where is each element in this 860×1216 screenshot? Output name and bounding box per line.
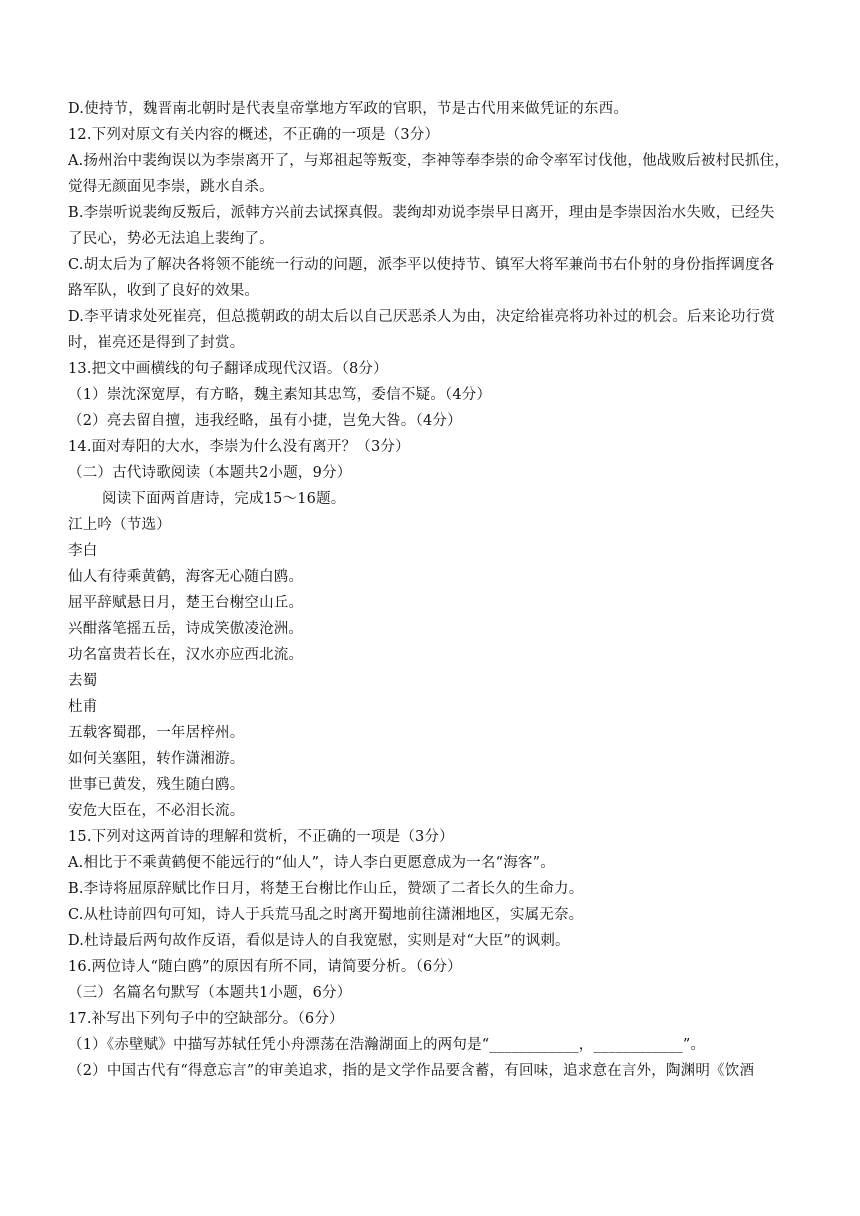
option-d-q15: D.杜诗最后两句故作反语，看似是诗人的自我宽慰，实则是对“大臣”的讽刺。 [68, 933, 570, 949]
option-d-q12-cont: 时，崔亮还是得到了封赏。 [68, 335, 245, 351]
poem-2-line: 安危大臣在，不必泪长流。 [68, 803, 245, 819]
poem-2-line: 如何关塞阻，转作潇湘游。 [68, 751, 245, 767]
section-heading-poetry: （二）古代诗歌阅读（本题共2小题，9分） [68, 465, 352, 481]
question-15: 15.下列对这两首诗的理解和赏析，不正确的一项是（3分） [68, 829, 454, 845]
option-c-q12-cont: 路军队，收到了良好的效果。 [68, 283, 260, 299]
poem-1-title: 江上吟（节选） [68, 517, 171, 533]
question-13-part-1: （1）崇沈深宽厚，有方略，魏主素知其忠笃，委信不疑。（4分） [68, 387, 492, 403]
poem-2-title: 去蜀 [68, 673, 98, 689]
option-b-q12-cont: 了民心，势必无法追上裴绚了。 [68, 231, 274, 247]
option-d-q11: D.使持节，魏晋南北朝时是代表皇帝掌地方军政的官职，节是古代用来做凭证的东西。 [68, 101, 629, 117]
poetry-instruction: 阅读下面两首唐诗，完成15～16题。 [102, 491, 346, 507]
question-13: 13.把文中画横线的句子翻译成现代汉语。（8分） [68, 361, 388, 377]
question-16: 16.两位诗人“随白鸥”的原因有所不同，请简要分析。（6分） [68, 959, 462, 975]
section-heading-dictation: （三）名篇名句默写（本题共1小题，6分） [68, 985, 352, 1001]
option-b-q15: B.李诗将屈原辞赋比作日月，将楚王台榭比作山丘，赞颂了二者长久的生命力。 [68, 881, 584, 897]
poem-1-line: 兴酣落笔摇五岳，诗成笑傲凌沧洲。 [68, 621, 304, 637]
poem-2-line: 世事已黄发，残生随白鸥。 [68, 777, 245, 793]
option-d-q12: D.李平请求处死崔亮，但总揽朝政的胡太后以自己厌恶杀人为由，决定给崔亮将功补过的机会。后来论功行赏 [68, 309, 776, 325]
option-a-q12: A.扬州治中裴绚误以为李崇离开了，与郑祖起等叛变，李神等奉李崇的命令率军讨伐他，他战败后被村民抓住， [68, 153, 790, 169]
question-12: 12.下列对原文有关内容的概述，不正确的一项是（3分） [68, 127, 440, 143]
option-a-q12-cont: 觉得无颜面见李崇，跳水自杀。 [68, 179, 274, 195]
question-13-part-2: （2）亮去留自擅，违我经略，虽有小捷，岂免大咎。（4分） [68, 413, 462, 429]
poem-1-line: 仙人有待乘黄鹤，海客无心随白鸥。 [68, 569, 304, 585]
question-17: 17.补写出下列句子中的空缺部分。（6分） [68, 1011, 344, 1027]
poem-2-author: 杜甫 [68, 699, 98, 715]
option-c-q15: C.从杜诗前四句可知，诗人于兵荒马乱之时离开蜀地前往潇湘地区，实属无奈。 [68, 907, 584, 923]
poem-1-line: 屈平辞赋悬日月，楚王台榭空山丘。 [68, 595, 304, 611]
poem-1-line: 功名富贵若长在，汉水亦应西北流。 [68, 647, 304, 663]
option-b-q12: B.李崇听说裴绚反叛后，派韩方兴前去试探真假。裴绚却劝说李崇早日离开，理由是李崇因治水失败，已经失 [68, 205, 775, 221]
exam-content [68, 96, 803, 1084]
question-14: 14.面对寿阳的大水，李崇为什么没有离开？（3分） [68, 439, 410, 455]
poem-2-line: 五载客蜀郡，一年居梓州。 [68, 725, 245, 741]
option-a-q15: A.相比于不乘黄鹤便不能远行的“仙人”，诗人李白更愿意成为一名“海客”。 [68, 855, 555, 871]
poem-1-author: 李白 [68, 543, 98, 559]
question-17-part-2: （2）中国古代有“得意忘言”的审美追求，指的是文学作品要含蓄，有回味，追求意在言外，陶渊明《饮酒 [68, 1063, 755, 1079]
option-c-q12: C.胡太后为了解决各将领不能统一行动的问题，派李平以使持节、镇军大将军兼尚书右仆射的身份指挥调度各 [68, 257, 775, 273]
question-17-part-1: （1）《赤壁赋》中描写苏轼任凭小舟漂荡在浩瀚湖面上的两句是“____________，____________”。 [68, 1037, 706, 1053]
